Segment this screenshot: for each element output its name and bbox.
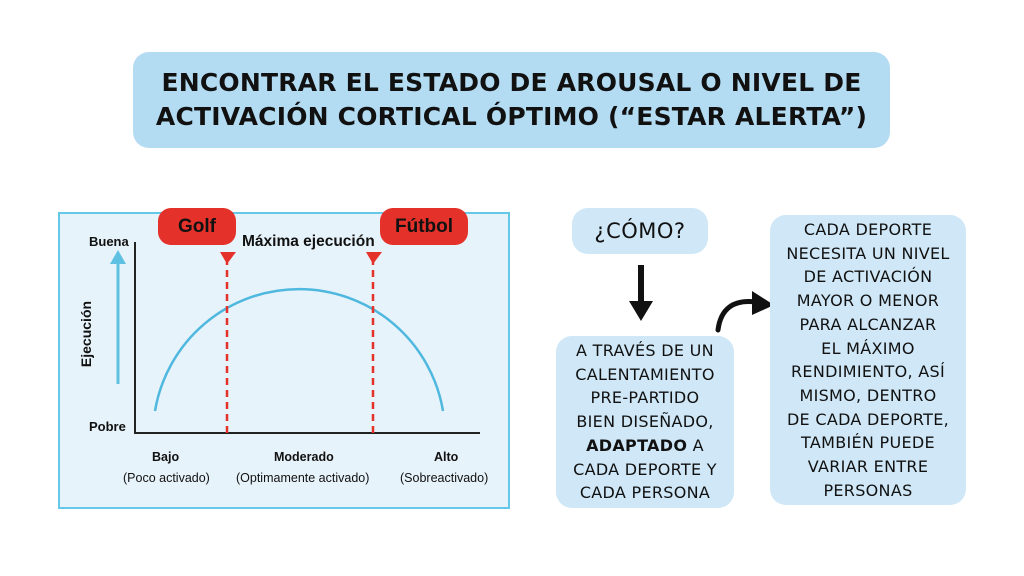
explanation-line-4: MAYOR O MENOR [796,291,940,311]
arousal-diagram [58,212,510,509]
explanation-line-7: RENDIMIENTO, ASÍ [791,362,945,382]
futbol-tag-pointer [366,252,382,264]
y-axis-arrow-head [110,250,126,264]
explanation-line-3: DE ACTIVACIÓN [803,267,933,287]
explanation-bubble [770,215,966,505]
explanation-line-5: PARA ALCANZAR [799,314,937,334]
explanation-line-6: EL MÁXIMO [821,338,915,358]
explanation-line-8: MISMO, DENTRO [799,385,937,405]
y-bottom-label: Pobre [89,419,126,434]
y-axis-title: Ejecución [78,300,94,368]
performance-curve [155,289,443,411]
x-low-sublabel: (Poco activado) [123,471,210,485]
answer-line-4: BIEN DISEÑADO, [576,412,714,432]
title-line-1: ENCONTRAR EL ESTADO DE AROUSAL O NIVEL DE [161,68,862,97]
golf-tag: Golf [158,208,236,245]
x-mid-label: Moderado [274,450,334,464]
peak-label: Máxima ejecución [242,233,375,250]
answer-line-6: CADA DEPORTE Y [573,459,717,479]
answer-line-3: PRE-PARTIDO [590,388,700,408]
title-line-2: ACTIVACIÓN CORTICAL ÓPTIMO (“ESTAR ALERTA”) [155,102,868,131]
explanation-line-1: CADA DEPORTE [803,220,933,239]
x-mid-sublabel: (Optimamente activado) [236,471,370,485]
answer-line-7: CADA PERSONA [579,483,711,503]
down-arrow-icon [626,263,656,325]
answer-line-5 [556,434,734,458]
how-answer-bubble [556,336,734,508]
answer-bold-word: ADAPTADO [586,435,688,455]
how-question-bubble: ¿CÓMO? [572,208,708,254]
y-top-label: Buena [89,234,129,249]
explanation-line-2: NECESITA UN NIVEL [786,243,950,263]
golf-tag-pointer [220,252,236,264]
x-high-label: Alto [434,450,459,464]
explanation-line-9: DE CADA DEPORTE, [786,409,950,429]
explanation-line-11: VARIAR ENTRE [807,457,929,477]
x-high-sublabel: (Sobreactivado) [400,471,489,485]
explanation-line-12: PERSONAS [823,480,913,500]
answer-line-2: CALENTAMIENTO [575,364,715,384]
answer-line-1: A TRAVÉS DE UN [576,341,714,360]
answer-after-bold: A [687,435,704,455]
title-banner [133,52,890,148]
explanation-line-10: TAMBIÉN PUEDE [801,433,935,453]
x-low-label: Bajo [152,450,180,464]
futbol-tag: Fútbol [380,208,468,245]
